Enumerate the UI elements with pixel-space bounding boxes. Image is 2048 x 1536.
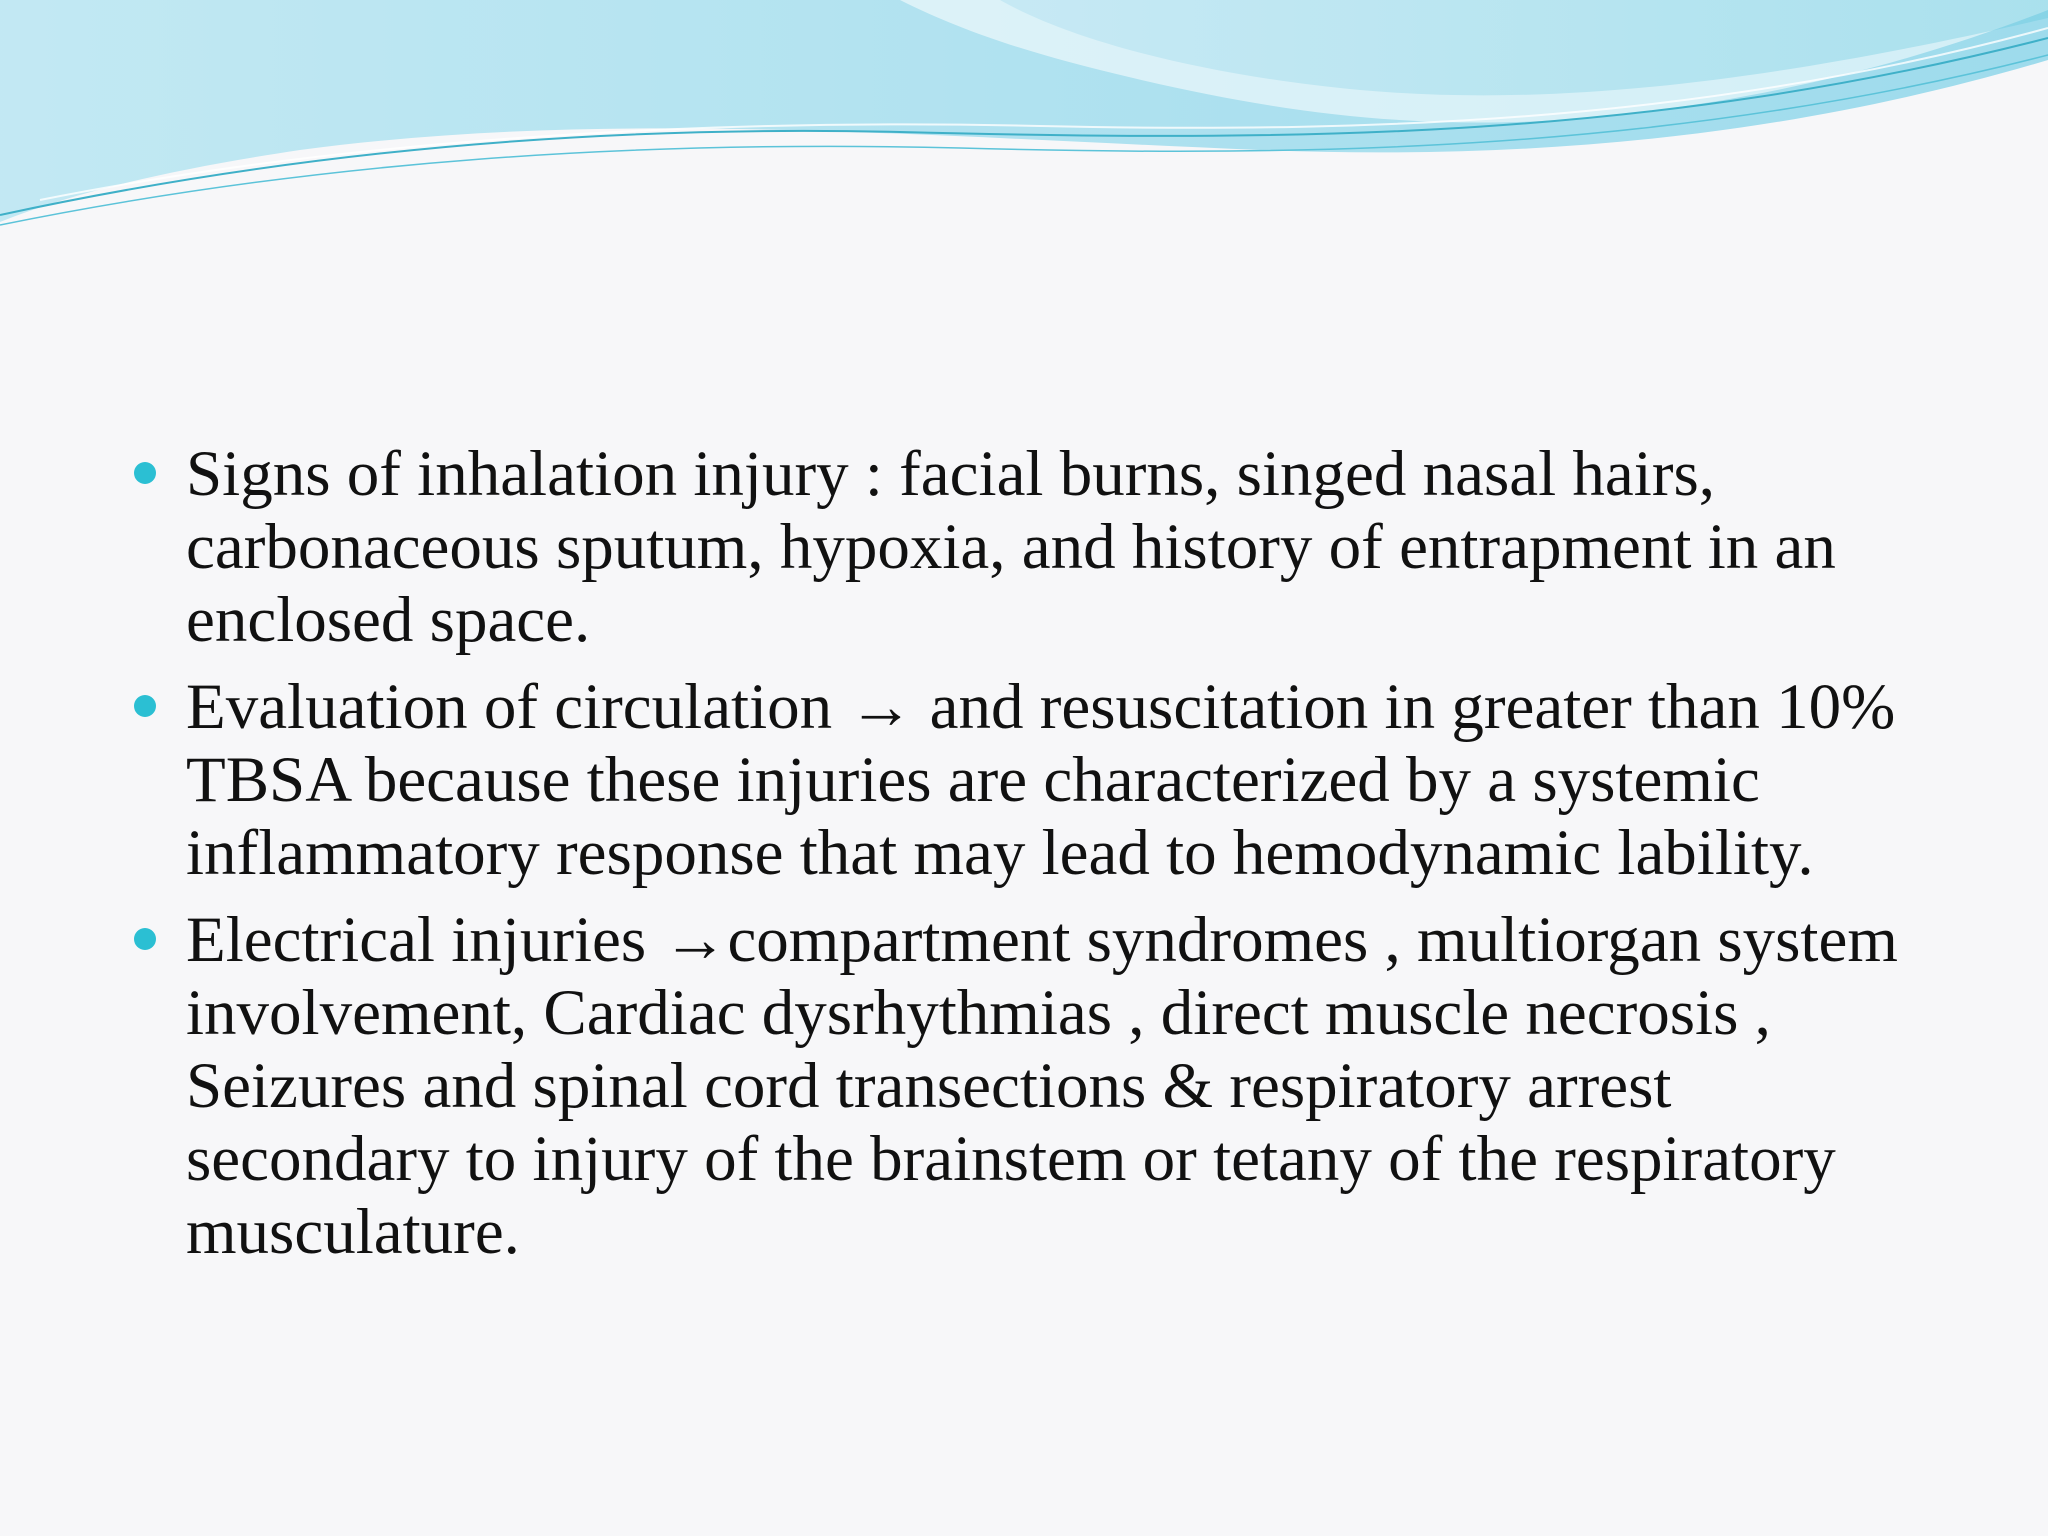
bullet-item-circulation [128,671,1928,890]
bullet-dot-icon [134,695,156,717]
bullet-dot-icon [134,462,156,484]
bullet-item-electrical-injuries [128,904,1928,1269]
bullet-item-inhalation-injury [128,438,1928,657]
slide-content [128,438,1928,1283]
bullet-text: Electrical injuries →compartment syndromes , multiorgan system involvement, Cardiac dysrhythmias , direct muscle necrosis , Seizures and spinal cord transections & respiratory arrest secondary to injury of the brainstem or tetany of the respiratory musculature. [186,904,1898,1268]
bullet-dot-icon [134,928,156,950]
bullet-list [128,438,1928,1269]
header-wave-decoration [0,0,2048,240]
bullet-text: Evaluation of circulation → and resuscitation in greater than 10% TBSA because these injuries are characterized by a systemic inflammatory response that may lead to hemodynamic lability. [186,671,1896,889]
bullet-text: Signs of inhalation injury : facial burns, singed nasal hairs, carbonaceous sputum, hypoxia, and history of entrapment in an enclosed space. [186,438,1836,656]
